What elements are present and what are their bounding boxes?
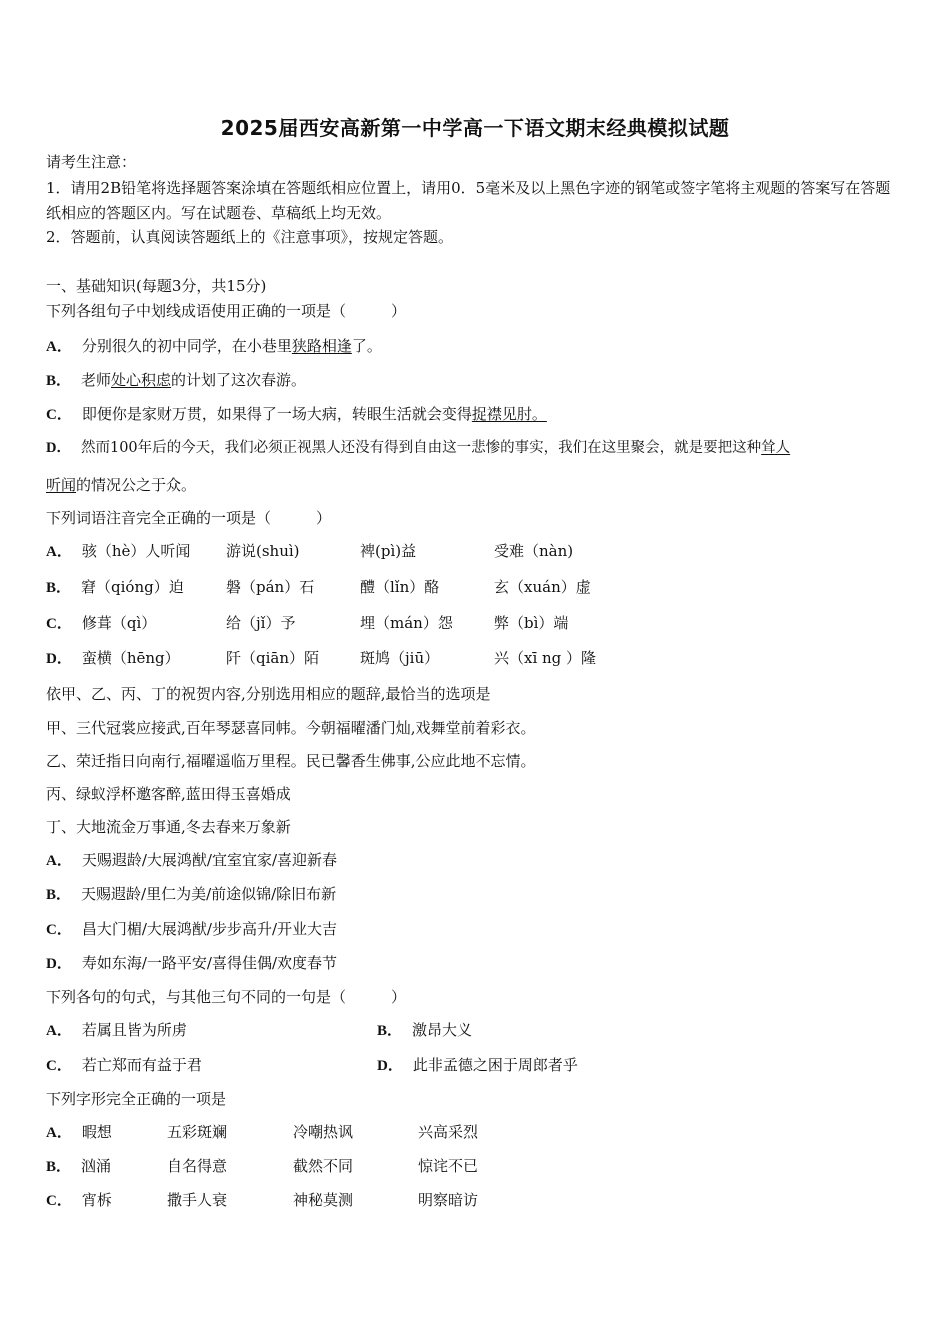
notice-heading: 请考生注意： — [46, 153, 137, 171]
q1-option-d — [46, 438, 790, 458]
q3-stem: 依甲、乙、丙、丁的祝贺内容,分别选用相应的题辞,最恰当的选项是 — [46, 685, 491, 703]
q3-option-c: C． 昌大门楣/大展鸿猷/步步高升/开业大吉 — [46, 920, 338, 938]
q2-option-d-label: D． 蛮横（hēng） — [46, 649, 180, 667]
notice-item-1: 1．请用2B铅笔将选择题答案涂填在答题纸相应位置上，请用0．5毫米及以上黑色字迹的钢笔或签字笔将主观题的答案写在答题纸相应的答题区内。写在试题卷、草稿纸上均无效。 — [46, 179, 891, 222]
underlined-idiom: 狭路相逢 — [291, 337, 352, 355]
option-text: 的情况公之于众。 — [76, 476, 197, 494]
q2-option-b-word4: 玄（xuán）虚 — [494, 578, 591, 596]
q5-option-c-word4: 明察暗访 — [418, 1191, 479, 1209]
q3-yi: 乙、荣迁指日向南行,福曜遥临万里程。民已馨香生佛事,公应此地不忘情。 — [46, 752, 536, 770]
q5-stem: 下列字形完全正确的一项是 — [46, 1090, 227, 1108]
option-label: B． — [46, 373, 72, 389]
q1-option-d-continued — [46, 475, 196, 495]
q3-bing: 丙、绿蚁浮杯邀客醉,蓝田得玉喜婚成 — [46, 785, 291, 803]
q2-option-a-word3: 裨(pì)益 — [360, 542, 417, 560]
option-text: 老师 — [81, 371, 112, 389]
q5-option-c-word3: 神秘莫测 — [293, 1191, 354, 1209]
option-text: 即便你是家财万贯，如果得了一场大病，转眼生活就会变得 — [81, 405, 472, 423]
q1-option-c — [46, 404, 547, 425]
q2-option-a-label: A． 骇（hè）人听闻 — [46, 542, 191, 560]
exam-title: 2025届西安高新第一中学高一下语文期末经典模拟试题 — [220, 116, 730, 140]
q3-jia: 甲、三代冠裳应接武,百年琴瑟喜同帏。今朝福曜潘门灿,戏舞堂前着彩衣。 — [46, 719, 536, 737]
q2-option-c-label: C． 修葺（qì） — [46, 614, 157, 632]
q5-option-a-word3: 冷嘲热讽 — [293, 1123, 354, 1141]
q4-option-b: B． 激昂大义 — [377, 1021, 473, 1039]
q2-option-d-word4: 兴（xī ng ）隆 — [494, 649, 597, 667]
q2-option-c-word4: 弊（bì）端 — [494, 614, 569, 632]
q3-option-a: A． 天赐遐龄/大展鸿猷/宜室宜家/喜迎新春 — [46, 851, 338, 869]
option-label: C． — [46, 407, 72, 423]
q5-option-a-word2: 五彩斑斓 — [167, 1123, 228, 1141]
q5-option-c-label: C． 宵柝 — [46, 1191, 112, 1209]
option-text: 了。 — [351, 337, 382, 355]
underlined-idiom: 处心积虑 — [111, 371, 172, 389]
q4-stem: 下列各句的句式，与其他三句不同的一句是（ ） — [46, 988, 407, 1006]
option-label: D． — [46, 440, 71, 456]
option-label: A． — [46, 339, 72, 355]
q2-option-b-word2: 磐（pán）石 — [226, 578, 315, 596]
notice-item-2: 2．答题前，认真阅读答题纸上的《注意事项》，按规定答题。 — [46, 228, 454, 246]
q1-option-b — [46, 370, 306, 391]
q5-option-b-label: B． 汹涌 — [46, 1157, 112, 1175]
q5-option-b-word4: 惊诧不已 — [418, 1157, 479, 1175]
q4-option-c: C． 若亡郑而有益于君 — [46, 1056, 202, 1074]
option-text: 分别很久的初中同学，在小巷里 — [81, 337, 292, 355]
q2-option-c-word3: 埋（mán）怨 — [360, 614, 453, 632]
q1-option-a — [46, 336, 382, 357]
option-text: 的计划了这次春游。 — [171, 371, 307, 389]
underlined-idiom: 听闻 — [46, 476, 77, 494]
option-text: 然而100年后的今天，我们必须正视黑人还没有得到自由这一悲惨的事实，我们在这里聚会，就是要把这种 — [80, 440, 762, 456]
underlined-idiom: 耸人 — [761, 440, 791, 456]
q1-stem: 下列各组句子中划线成语使用正确的一项是（ ） — [46, 302, 407, 320]
q5-option-a-word4: 兴高采烈 — [418, 1123, 479, 1141]
q2-option-d-word2: 阡（qiān）陌 — [226, 649, 320, 667]
q2-option-b-label: B． 窘（qióng）迫 — [46, 578, 184, 596]
q3-ding: 丁、大地流金万事通,冬去春来万象新 — [46, 818, 291, 836]
q2-option-b-word3: 醴（lǐn）酪 — [360, 578, 440, 596]
q2-option-c-word2: 给（jǐ）予 — [226, 614, 296, 632]
underlined-idiom: 捉襟见肘。 — [471, 405, 547, 423]
q5-option-b-word2: 自名得意 — [167, 1157, 228, 1175]
q4-option-d: D． 此非孟德之困于周郎者乎 — [377, 1056, 578, 1074]
q2-stem: 下列词语注音完全正确的一项是（ ） — [46, 509, 332, 527]
q3-option-b: B． 天赐遐龄/里仁为美/前途似锦/除旧布新 — [46, 885, 337, 903]
q2-option-d-word3: 斑鸠（jiū） — [360, 649, 440, 667]
q4-option-a: A． 若属且皆为所虏 — [46, 1021, 187, 1039]
section-heading: 一、基础知识(每题3分，共15分) — [46, 277, 267, 295]
q5-option-c-word2: 撒手人衰 — [167, 1191, 228, 1209]
q3-option-d: D． 寿如东海/一路平安/喜得佳偶/欢度春节 — [46, 954, 338, 972]
q5-option-b-word3: 截然不同 — [293, 1157, 354, 1175]
q2-option-a-word4: 受难（nàn) — [494, 542, 574, 560]
q5-option-a-label: A． 暇想 — [46, 1123, 112, 1141]
q2-option-a-word2: 游说(shuì) — [226, 542, 300, 560]
